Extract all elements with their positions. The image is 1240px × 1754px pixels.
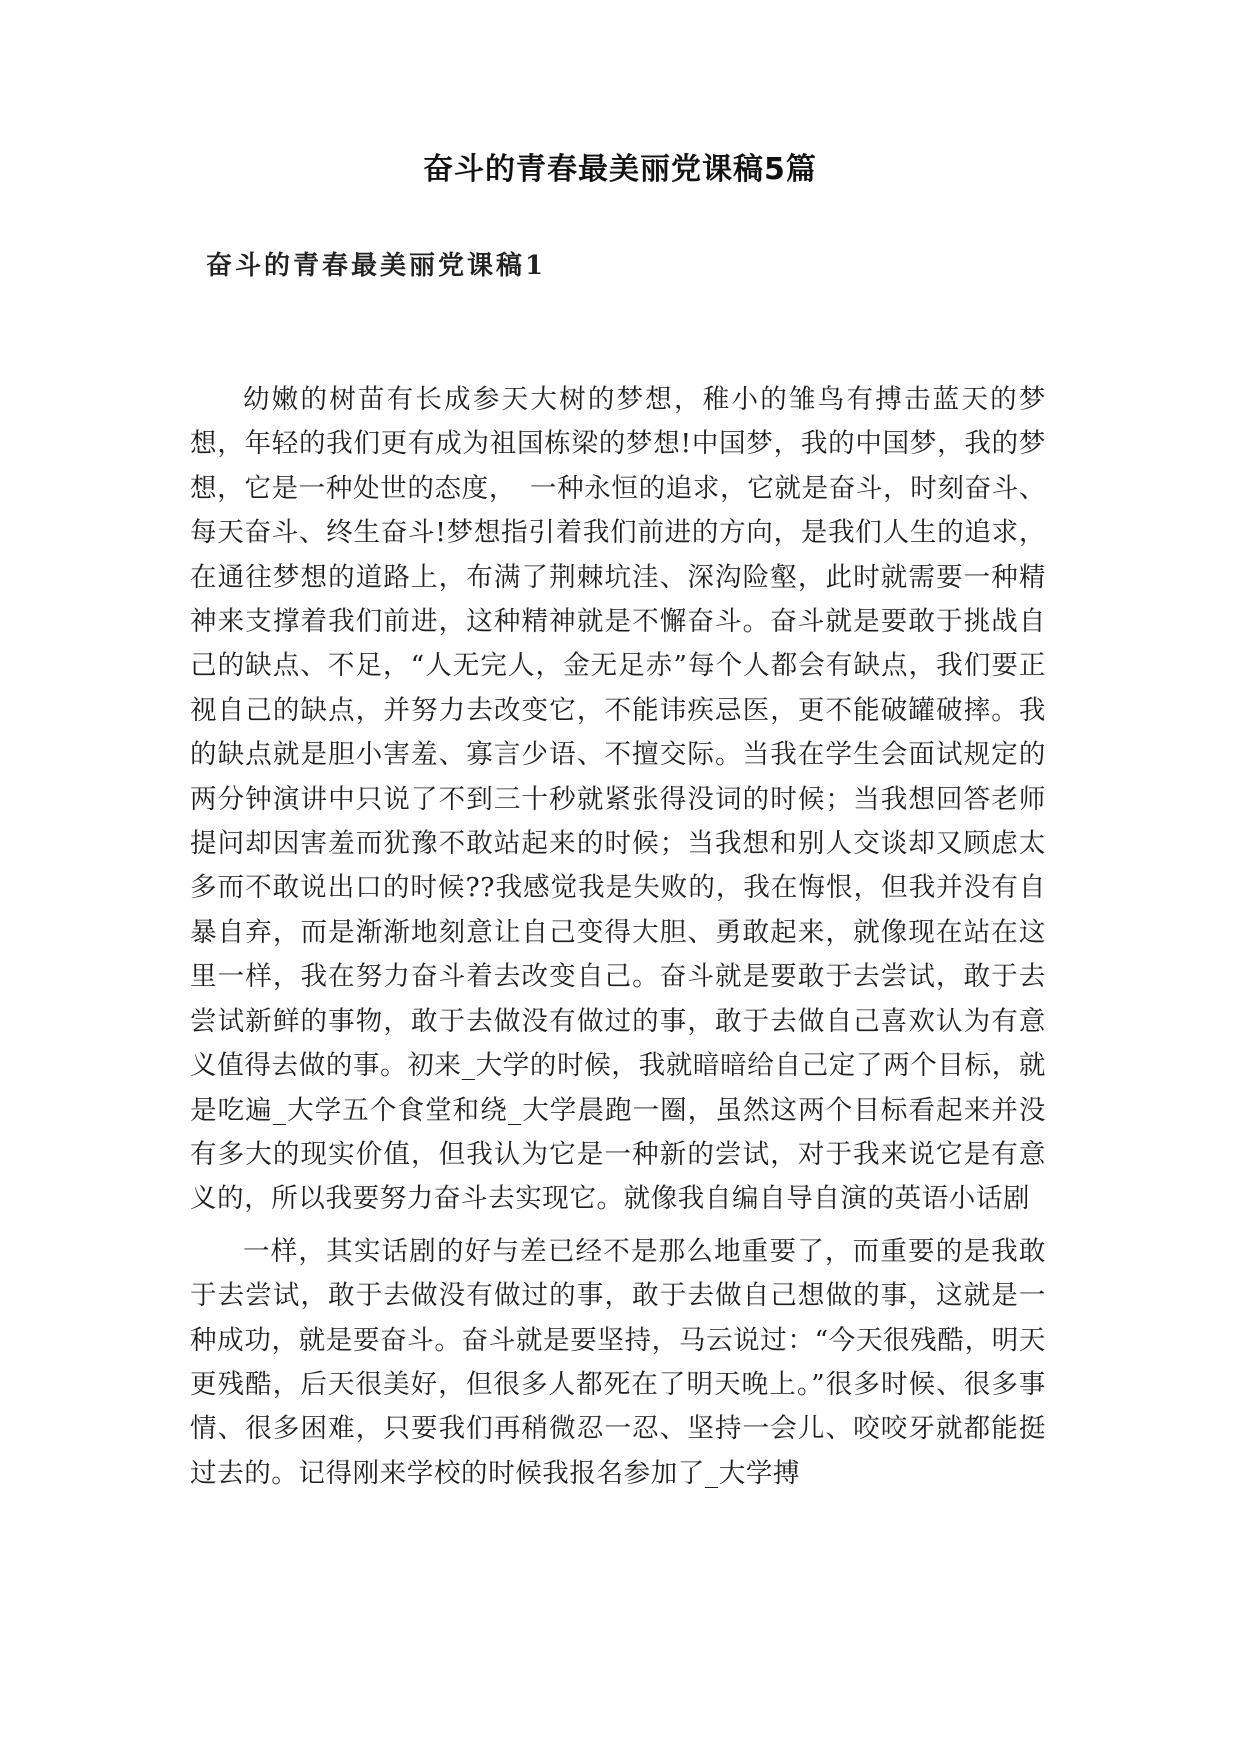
body-paragraph: 一样，其实话剧的好与差已经不是那么地重要了，而重要的是我敢于去尝试，敢于去做没有做过的事，敢于去做自己想做的事，这就是一种成功，就是要奋斗。奋斗就是要坚持，马云说过：“今天很残酷，明天更残酷，后天很美好，但很多人都死在了明天晚上。”很多时候、很多事情、很多困难，只要我们再稍微忍一忍、坚持一会儿、咬咬牙就都能挺过去的。记得刚来学校的时候我报名参加了_大学搏 xyxy=(190,1235,1046,1489)
body-paragraph: 幼嫩的树苗有长成参天大树的梦想，稚小的雏鸟有搏击蓝天的梦想，年轻的我们更有成为祖国栋梁的梦想!中国梦，我的中国梦，我的梦想，它是一种处世的态度， 一种永恒的追求，它就是奋斗，时刻奋斗、每天奋斗、终生奋斗!梦想指引着我们前进的方向，是我们人生的追求，在通往梦想的道路上，布满了荆棘坑洼、深沟险壑，此时就需要一种精神来支撑着我们前进，这种精神就是不懈奋斗。奋斗就是要敢于挑战自己的缺点、不足，“人无完人，金无足赤”每个人都会有缺点，我们要正视自己的缺点，并努力去改变它，不能讳疾忌医，更不能破罐破摔。我的缺点就是胆小害羞、寡言少语、不擅交际。当我在学生会面试规定的两分钟演讲中只说了不到三十秒就紧张得没词的时候；当我想回答老师提问却因害羞而犹豫不敢站起来的时候；当我想和别人交谈却又顾虑太多而不敢说出口的时候??我感觉我是失败的，我在悔恨，但我并没有自暴自弃，而是渐渐地刻意让自己变得大胆、勇敢起来，就像现在站在这里一样，我在努力奋斗着去改变自己。奋斗就是要敢于去尝试，敢于去尝试新鲜的事物，敢于去做没有做过的事，敢于去做自己喜欢认为有意义值得去做的事。初来_大学的时候，我就暗暗给自己定了两个目标，就是吃遍_大学五个食堂和绕_大学晨跑一圈，虽然这两个目标看起来并没有多大的现实价值，但我认为它是一种新的尝试，对于我来说它是有意义的，所以我要努力奋斗去实现它。就像我自编自导自演的英语小话剧 xyxy=(190,384,1046,1215)
document-body xyxy=(190,378,1046,1496)
section-heading: 奋斗的青春最美丽党课稿1 xyxy=(206,251,547,281)
document-title: 奋斗的青春最美丽党课稿5篇 xyxy=(423,152,817,187)
